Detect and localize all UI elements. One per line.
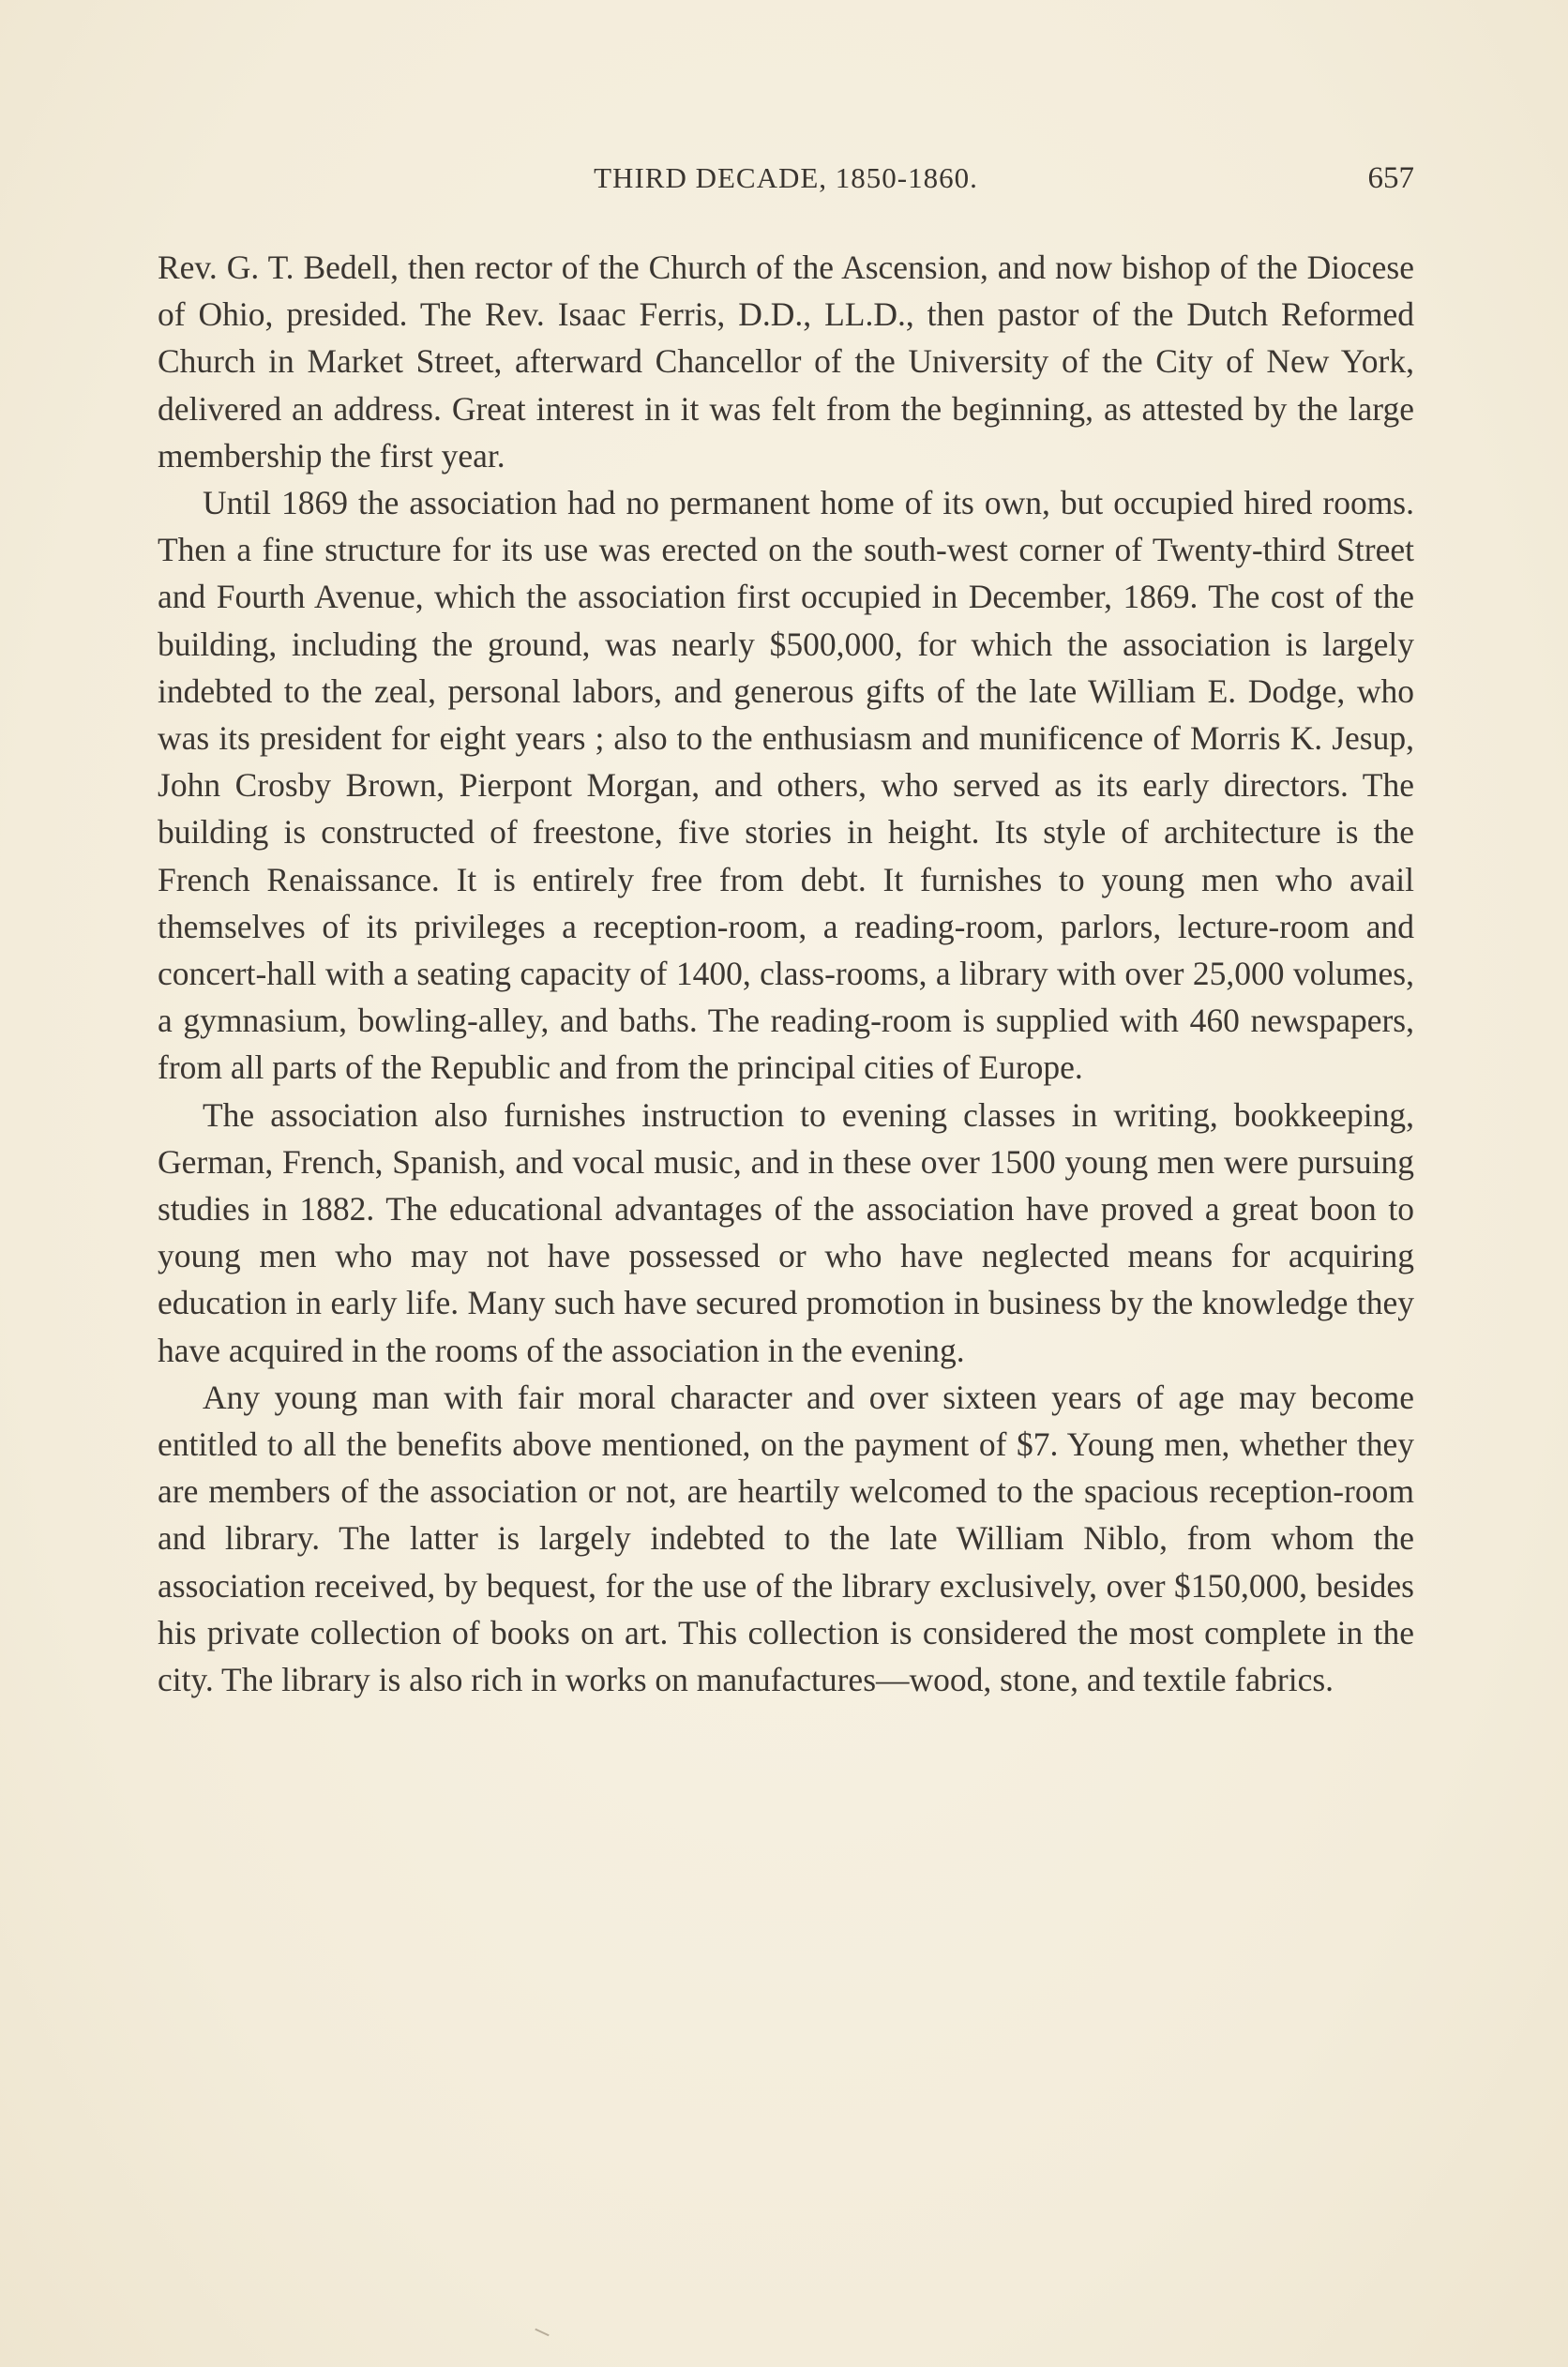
paragraph: Until 1869 the association had no permanent home of its own, but occupied hired rooms. Then a fine structure for its use was erected on the south-west corner of Twenty-third Street and Fourth Avenue, which the association first occupied in December, 1869. The cost of the building, including the ground, was nearly $500,000, for which the association is largely indebted to the zeal, personal labors, and generous gifts of the late William E. Dodge, who was its president for eight years ; also to the enthusiasm and munificence of Morris K. Jesup, John Crosby Brown, Pierpont Morgan, and others, who served as its early directors. The building is constructed of freestone, five stories in height. Its style of architecture is the French Renaissance. It is entirely free from debt. It furnishes to young men who avail themselves of its privileges a reception-room, a reading-room, parlors, lecture-room and concert-hall with a seating capacity of 1400, class-rooms, a library with over 25,000 volumes, a gymnasium, bowling-alley, and baths. The reading-room is supplied with 460 newspapers, from all parts of the Republic and from the principal cities of Europe. bbox=[158, 484, 1414, 1087]
paragraph: The association also furnishes instruction to evening classes in writing, bookkeeping, German, French, Spanish, and vocal music, and in these over 1500 young men were pursuing studies in 1882. The educational advantages of the association have proved a great boon to young men who may not have possessed or who have neglected means for acquiring education in early life. Many such have secured promotion in business by the knowledge they have acquired in the rooms of the association in the evening. bbox=[158, 1095, 1414, 1369]
paper-speck bbox=[535, 2329, 549, 2337]
paragraph: Any young man with fair moral character and over sixteen years of age may become entitled to all the benefits above mentioned, on the payment of $7. Young men, whether they are members of the association or not, are heartily welcomed to the spacious reception-room and library. The latter is largely indebted to the late William Niblo, from whom the association received, by bequest, for the use of the library exclusively, over $150,000, besides his private collection of books on art. This collection is considered the most complete in the city. The library is also rich in works on manufactures—wood, stone, and textile fabrics. bbox=[158, 1378, 1414, 1699]
running-head bbox=[158, 161, 1414, 199]
paragraph: Rev. G. T. Bedell, then rector of the Church of the Ascension, and now bishop of the Diocese of Ohio, presided. The Rev. Isaac Ferris, D.D., LL.D., then pastor of the Dutch Reformed Church in Market Street, afterward Chancellor of the University of the City of New York, delivered an address. Great interest in it was felt from the beginning, as attested by the large membership the first year. bbox=[158, 249, 1414, 475]
running-title: THIRD DECADE, 1850-1860. bbox=[594, 161, 978, 194]
page-number: 657 bbox=[1367, 161, 1414, 195]
body-text bbox=[158, 244, 1414, 1703]
